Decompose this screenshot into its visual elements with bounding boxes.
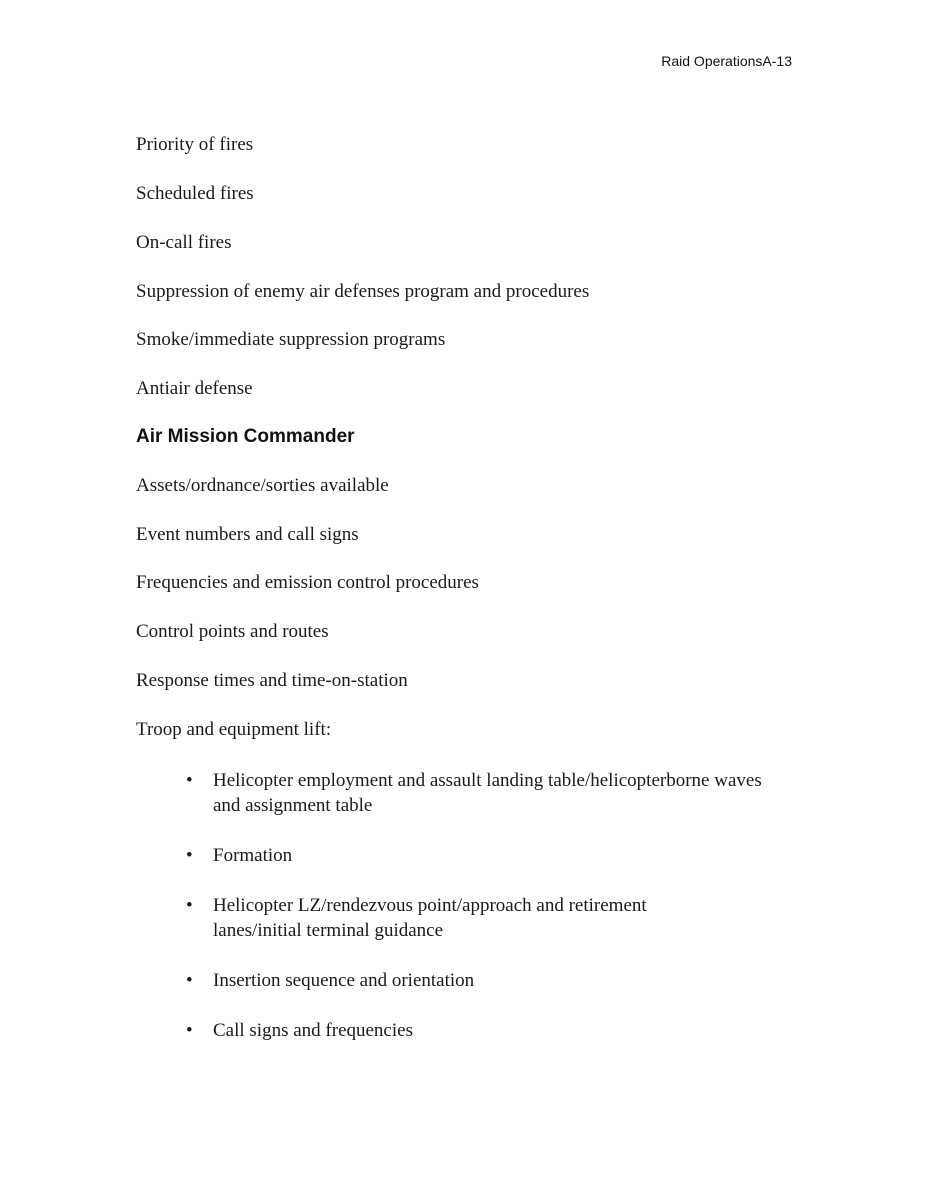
bullet-item (186, 843, 786, 868)
bullet-icon: • (186, 895, 193, 916)
bullet-item (186, 968, 786, 993)
bullet-item (186, 768, 786, 818)
list-item-event-numbers: Event numbers and call signs (136, 524, 359, 545)
list-item-response-times: Response times and time-on-station (136, 670, 408, 691)
list-item-control-points: Control points and routes (136, 621, 329, 642)
bullet-item (186, 893, 786, 943)
bullet-icon: • (186, 770, 193, 791)
list-item-priority-of-fires: Priority of fires (136, 134, 254, 155)
bullet-text: Helicopter employment and assault landing table/helicopterborne waves and assignment table (213, 770, 762, 816)
list-item-on-call-fires: On-call fires (136, 232, 232, 253)
bullet-icon: • (186, 845, 193, 866)
list-item-assets: Assets/ordnance/sorties available (136, 475, 389, 496)
bullet-icon: • (186, 1020, 193, 1041)
list-item-smoke-suppression: Smoke/immediate suppression programs (136, 329, 446, 350)
bullet-text: Insertion sequence and orientation (213, 970, 475, 991)
bullet-text: Formation (213, 845, 293, 866)
bullet-text: Call signs and frequencies (213, 1020, 413, 1041)
list-item-scheduled-fires: Scheduled fires (136, 183, 254, 204)
bullet-icon: • (186, 970, 193, 991)
list-item-sead: Suppression of enemy air defenses program and procedures (136, 281, 590, 302)
list-item-troop-lift: Troop and equipment lift: (136, 719, 332, 740)
bullet-item (186, 1018, 786, 1043)
running-header: Raid OperationsA-13 (661, 53, 792, 69)
section-heading: Air Mission Commander (136, 426, 355, 447)
bullet-text: Helicopter LZ/rendezvous point/approach and retirement lanes/initial terminal guidance (213, 895, 647, 941)
list-item-antiair-defense: Antiair defense (136, 378, 253, 399)
list-item-frequencies: Frequencies and emission control procedures (136, 572, 479, 593)
